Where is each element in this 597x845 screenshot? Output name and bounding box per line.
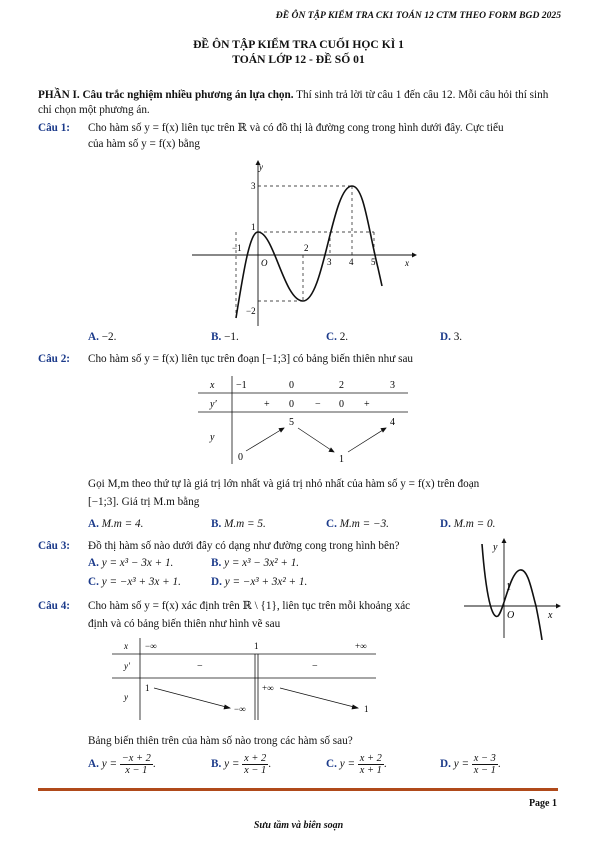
q1-label: Câu 1: xyxy=(38,122,71,134)
q3-graph xyxy=(462,536,562,640)
q1-ytick-1: 1 xyxy=(251,222,256,232)
q4-yp-head: y′ xyxy=(124,661,130,671)
q2-x-head: x xyxy=(210,380,215,391)
q2-text2 xyxy=(88,476,558,510)
question-4 xyxy=(38,598,448,634)
part1-intro xyxy=(38,88,564,118)
q4-question-body xyxy=(38,733,564,751)
q4-text xyxy=(88,598,448,632)
q2-sign-2: − xyxy=(315,399,321,410)
q2-sign-0: + xyxy=(264,399,270,410)
q3-answer-a[interactable]: A. y = x³ − 3x + 1. xyxy=(88,557,174,569)
q1-answer-b[interactable]: B. −1. xyxy=(211,331,239,343)
q2-y-val-3: 4 xyxy=(390,417,395,428)
exam-subtitle: TOÁN LỚP 12 - ĐỀ SỐ 01 xyxy=(232,53,365,66)
q2-answer-b[interactable]: B. M.m = 5. xyxy=(211,518,266,530)
q3-answer-d[interactable]: D. y = −x³ + 3x² + 1. xyxy=(211,576,308,588)
q4-x-val-1: 1 xyxy=(254,641,259,651)
q2-y-val-1: 5 xyxy=(289,417,294,428)
q1-graph-origin: O xyxy=(261,258,268,268)
q4-x-val-0: −∞ xyxy=(145,641,157,651)
q4-y-val-1: −∞ xyxy=(234,704,246,714)
q2-y-val-2: 1 xyxy=(339,454,344,465)
q4-text-line1: Cho hàm số y = f(x) xác định trên ℝ \ {1}, liên tục trên mỗi khoảng xác xyxy=(88,600,411,612)
footer-credit: Sưu tầm và biên soạn xyxy=(253,820,344,831)
part1-label: PHẦN I. Câu trắc nghiệm nhiều phương án lựa chọn. xyxy=(38,89,294,101)
q4-y-val-2: +∞ xyxy=(262,683,274,693)
q3-answer-c[interactable]: C. y = −x³ + 3x + 1. xyxy=(88,576,181,588)
q3-text: Đồ thị hàm số nào dưới đây có dạng như đường cong trong hình bên? xyxy=(88,540,400,552)
q2-answer-d[interactable]: D. M.m = 0. xyxy=(440,518,496,530)
q1-answer-c[interactable]: C. 2. xyxy=(326,331,349,343)
exam-title: ĐỀ ÔN TẬP KIỂM TRA CUỐI HỌC KÌ 1 xyxy=(193,38,404,51)
q3-graph-y-label: y xyxy=(493,542,498,553)
q4-answer-a[interactable]: A. y = $\frac{-x + 2}{x - 1}$ . xyxy=(88,753,156,776)
q1-ytick-neg2: −2 xyxy=(246,306,256,316)
q2-text2-line2: [−1;3]. Giá trị M.m bằng xyxy=(88,496,200,508)
q4-sign-0: − xyxy=(197,661,203,672)
q1-text-line1: Cho hàm số y = f(x) liên tục trên ℝ và có đồ thị là đường cong trong hình dưới đây. Cực tiểu xyxy=(88,122,504,134)
footer-rule xyxy=(38,788,558,791)
q2-x-val-0: −1 xyxy=(236,380,247,391)
q4-y-val-3: 1 xyxy=(364,704,369,714)
q3-label: Câu 3: xyxy=(38,540,71,552)
part1-text: Thí sinh trả lời từ câu 1 đến câu 12. Mỗi câu hỏi thí sinh chỉ chọn một phương án. xyxy=(38,89,549,116)
q1-graph-x-label: x xyxy=(405,258,409,268)
q3-graph-one: 1 xyxy=(506,582,511,593)
q4-answer-c[interactable]: C. y = $\frac{x + 2}{x + 1}$ . xyxy=(326,753,387,776)
question-3 xyxy=(38,538,448,556)
q1-ytick-3: 3 xyxy=(251,181,256,191)
q2-sign-1: 0 xyxy=(289,399,294,410)
q2-answer-c[interactable]: C. M.m = −3. xyxy=(326,518,389,530)
q4-text-line2: định và có bảng biến thiên như hình vẽ sau xyxy=(88,618,281,630)
q4-answer-d[interactable]: D. y = $\frac{x - 3}{x - 1}$ . xyxy=(440,753,501,776)
q4-sign-1: − xyxy=(312,661,318,672)
q1-xtick-4: 4 xyxy=(349,257,354,267)
q3-graph-origin: O xyxy=(507,610,515,621)
q1-graph xyxy=(188,158,418,330)
q2-text2-line1: Gọi M,m theo thứ tự là giá trị lớn nhất và giá trị nhỏ nhất của hàm số y = f(x) trên đoạn xyxy=(88,478,480,490)
page-number: Page 1 xyxy=(528,798,557,809)
q3-answer-b[interactable]: B. y = x³ − 3x² + 1. xyxy=(211,557,300,569)
q2-sign-4: + xyxy=(364,399,370,410)
q2-sign-3: 0 xyxy=(339,399,344,410)
q1-xtick-3: 3 xyxy=(327,257,332,267)
q4-answer-b[interactable]: B. y = $\frac{x + 2}{x - 1}$ . xyxy=(211,753,271,776)
q4-y-head: y xyxy=(124,692,128,702)
q2-y-head: y xyxy=(210,432,215,443)
q1-xtick-2: 2 xyxy=(304,243,309,253)
q4-x-head: x xyxy=(124,641,128,651)
q2-yp-head: y′ xyxy=(210,399,217,410)
q2-text: Cho hàm số y = f(x) liên tục trên đoạn [−1;3] có bảng biến thiên như sau xyxy=(88,353,414,365)
q1-text-line2: của hàm số y = f(x) bằng xyxy=(88,138,200,150)
q2-answer-a[interactable]: A. M.m = 4. xyxy=(88,518,144,530)
q4-label: Câu 4: xyxy=(38,600,71,612)
q2-variation-table xyxy=(198,374,410,466)
q2-y-val-0: 0 xyxy=(238,452,243,463)
question-2 xyxy=(38,351,564,369)
q1-graph-y-label: y xyxy=(259,162,263,172)
q1-xtick-5: 5 xyxy=(371,257,376,267)
q4-x-val-2: +∞ xyxy=(355,641,367,651)
header-top: ĐỀ ÔN TẬP KIỂM TRA CK1 TOÁN 12 CTM THEO FORM BGD 2025 xyxy=(275,10,561,21)
q2-x-val-1: 0 xyxy=(289,380,294,391)
q1-answer-a[interactable]: A. −2. xyxy=(88,331,117,343)
q2-x-val-3: 3 xyxy=(390,380,395,391)
q2-label: Câu 2: xyxy=(38,353,71,365)
q2-question-body xyxy=(38,476,564,512)
q1-answer-d[interactable]: D. 3. xyxy=(440,331,463,343)
q1-text xyxy=(88,120,558,152)
q3-graph-x-label: x xyxy=(548,610,553,621)
q2-x-val-2: 2 xyxy=(339,380,344,391)
question-1 xyxy=(38,120,564,160)
q4-variation-table xyxy=(112,636,378,722)
q1-xtick-neg1: −1 xyxy=(232,243,242,253)
q4-y-val-0: 1 xyxy=(145,683,150,693)
q4-text3: Bảng biến thiên trên của hàm số nào trong các hàm số sau? xyxy=(88,735,353,747)
